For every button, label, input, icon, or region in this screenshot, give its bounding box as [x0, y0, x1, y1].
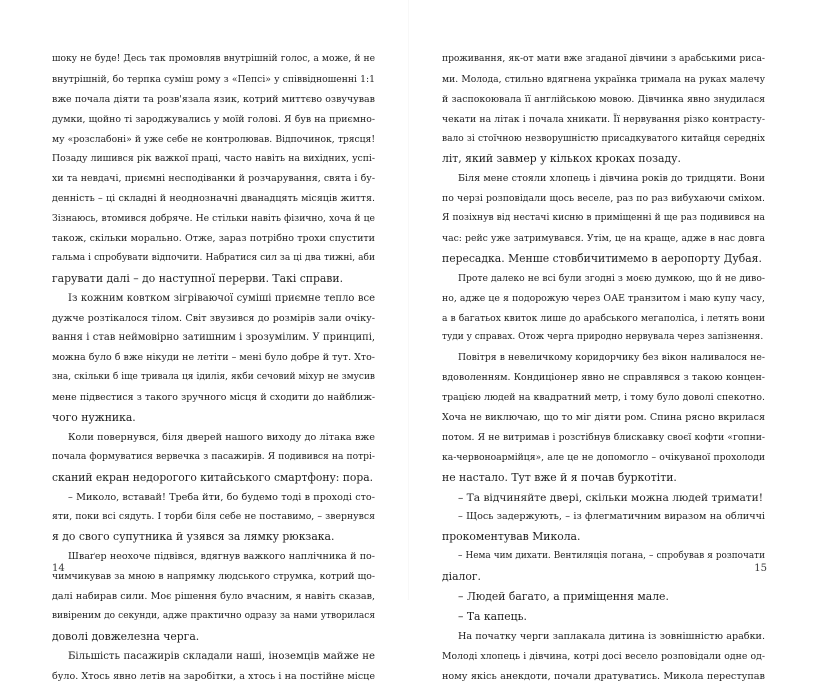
text-line: вання і став неймовірно затишним і зрозумілим. У принципі,	[52, 332, 375, 344]
text-line: пересадка. Менше стовбичитимемо в аеропорту Дубая.	[442, 251, 762, 265]
text-line: – Та капець.	[458, 609, 527, 623]
text-line: Повітря в невеличкому коридорчику без вікон наливалося не-	[458, 352, 765, 364]
text-line: й заспокоювала її англійською мовою. Дівчинка явно знудилася	[442, 93, 765, 105]
text-line: Біля мене стояли хлопець і дівчина років до тридцяти. Вони	[458, 173, 765, 185]
text-line: ми. Молода, стильно вдягнена українка тримала на руках малечу	[442, 73, 765, 85]
text-line: Шваґер неохоче підвівся, вдягнув важкого наплічника й по-	[68, 551, 375, 563]
text-line: дужче розтікалося тілом. Світ звузився до розмірів зали очіку-	[52, 312, 375, 324]
text-line: думки, щойно ті зароджувались у моїй голові. Я був на приємно-	[52, 113, 375, 125]
text-line: чого нужника.	[52, 411, 136, 425]
text-line: також, скільки морально. Отже, зараз потрібно трохи спустити	[52, 233, 375, 245]
text-line: я до свого супутника й узявся за лямку рюкзака.	[52, 530, 335, 544]
text-line: му «розслабоні» й уже себе не контролював. Відпочинок, трясця!	[52, 133, 375, 145]
text-line: – Людей багато, а приміщення мале.	[458, 590, 669, 604]
text-line: літ, який завмер у кількох кроках позаду.	[442, 152, 681, 166]
text-line: мене підвестися з такого зручного місця й сходити до найближ-	[52, 392, 375, 404]
text-line: прокоментував Микола.	[442, 530, 581, 544]
text-line: Я позіхнув від нестачі кисню в приміщенні й ще раз подивився на	[442, 213, 765, 224]
text-line: Більшість пасажирів складали наші, іноземців майже не	[68, 650, 375, 662]
text-line: туди у справах. Отож черга природно нервувала через запізнення.	[442, 332, 764, 343]
text-line: почала формуватися вервечка з пасажирів. Я подивився на потрі-	[52, 451, 375, 462]
text-line: чимчикував за мною в напрямку людського струмка, котрий що-	[52, 571, 375, 583]
text-line: – Миколо, вставай! Треба йти, бо будемо тоді в проході сто-	[68, 491, 375, 503]
text-line: Із кожним ковтком зігріваючої суміші приємне тепло все	[68, 292, 375, 304]
text-line: вивіреним до секунди, адже практично одразу за нами утворилася	[52, 610, 375, 621]
text-line: було. Хтось явно летів на заробітки, а хтось і на постійне місце	[52, 670, 375, 682]
page-number-left: 14	[52, 563, 65, 574]
text-line: вже почала діяти та розв'язала язик, котрий миттєво озвучував	[52, 93, 375, 105]
text-line: по черзі розповідали щось веселе, раз по раз вибухаючи сміхом.	[442, 193, 765, 205]
text-line: – Нема чим дихати. Вентиляція погана, – спробував я розпочати	[458, 551, 765, 562]
text-line: Позаду лишився рік важкої праці, часто навіть на вихідних, успі-	[52, 153, 375, 165]
text-line: Молоді хлопець і дівчина, котрі досі весело розповідали одне од-	[442, 650, 765, 662]
text-line: Коли повернувся, біля дверей нашого виходу до літака вже	[68, 431, 375, 443]
text-line: а в багатьох квиток лише до арабського мегаполіса, і летять вони	[442, 312, 765, 324]
text-line: Хоча не виключаю, що то міг діяти ром. Спина рясно вкрилася	[442, 412, 765, 424]
text-line: ному якісь анекдоти, почали дратуватись. Микола переступав	[442, 670, 765, 682]
text-line: проживання, як-от мати вже згаданої дівчини з арабськими риса-	[442, 54, 765, 64]
text-line: шоку не буде! Десь так промовляв внутрішній голос, а може, й не	[52, 54, 375, 64]
text-line: хи та невдачі, приємні несподіванки й розчарування, свята і бу-	[52, 173, 375, 185]
text-line: ка-червоноармійця», але це не допомогло – очікуваної прохолоди	[442, 451, 765, 463]
text-line: На початку черги заплакала дитина із зовнішністю арабки.	[458, 630, 765, 642]
book-gutter	[408, 0, 409, 600]
text-line: но, адже це я подорожую через ОАЕ транзитом і маю купу часу,	[442, 292, 765, 304]
right-page	[442, 50, 765, 687]
text-line: сканий екран недорогого китайського смартфону: пора.	[52, 470, 374, 484]
text-line: потом. Я не витримав і розстібнув блискавку своєї кофти «гопни-	[442, 431, 765, 443]
text-line: час: рейс уже затримувався. Утім, це на краще, адже в нас довга	[442, 233, 765, 245]
text-line: далі набирав сили. Моє рішення було вчасним, я навіть сказав,	[52, 591, 375, 603]
text-line: доволі довжелезна черга.	[52, 629, 200, 643]
text-line: зна, скільки б іще тривала ця ідилія, якби сечовий міхур не змусив	[52, 372, 375, 383]
text-line: – Щось задержують, – із флегматичним виразом на обличчі	[458, 511, 765, 523]
left-page	[52, 50, 375, 687]
text-line: гарувати далі – до наступної перерви. Такі справи.	[52, 271, 344, 285]
text-line: трацією людей на квадратний метр, і тому було доволі спекотно.	[442, 392, 765, 404]
text-line: Зізнаюсь, втомився добряче. Не стільки навіть фізично, хоча й це	[52, 213, 375, 225]
text-line: вдоволенням. Кондиціонер явно не справлявся з такою концен-	[442, 372, 765, 384]
text-line: вало зі стоїчною незворушністю присадкуватого китайця середніх	[442, 133, 765, 144]
text-line: денність – ці складні й неоднозначні дванадцять місяців життя.	[52, 193, 375, 205]
text-line: можна було б вже нікуди не летіти – мені було добре й тут. Хто-	[52, 352, 375, 364]
text-line: – Та відчиняйте двері, скільки можна людей тримати!	[458, 490, 763, 504]
text-line: не настало. Тут вже й я почав буркотіти.	[442, 470, 677, 484]
text-line: гальма і спробувати відпочити. Набратися сил за ці два тижні, аби	[52, 252, 375, 263]
text-line: внутрішній, бо терпка суміш рому з «Пепсі» у співвідношенні 1:1	[52, 73, 375, 85]
text-line: діалог.	[442, 570, 481, 584]
text-line: чекати на літак і почала хникати. Її нервування різко контрасту-	[442, 113, 765, 125]
text-line: яти, поки всі сядуть. І торби біля себе не поставимо, – звернувся	[52, 511, 375, 523]
page-number-right: 15	[754, 563, 767, 574]
text-line: Проте далеко не всі були згодні з моєю думкою, що й не диво-	[458, 272, 765, 284]
